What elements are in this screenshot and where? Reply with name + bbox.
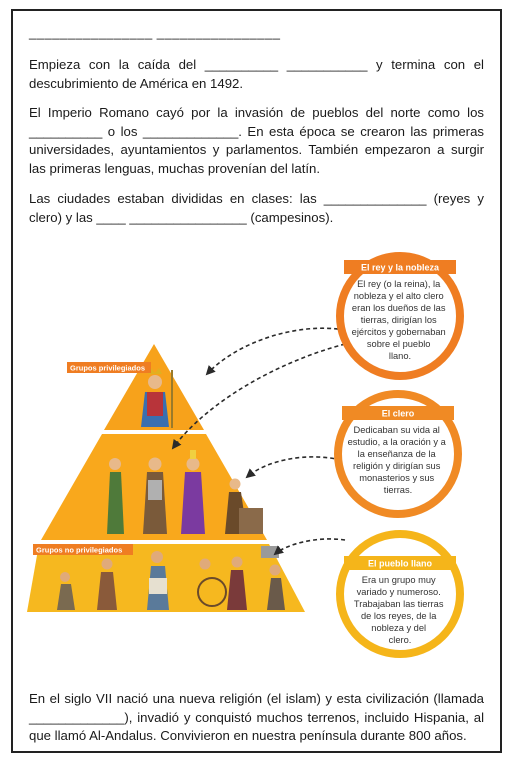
info-circle-king-nobility	[340, 256, 460, 376]
circle-title-clergy: El clero	[381, 408, 415, 419]
circle-title-king-nobility: El rey y la nobleza	[360, 262, 440, 273]
paragraph-roman-empire: El Imperio Romano cayó por la invasión de pueblos del norte como los __________ o los _____________. En esta época se crearon las primeras universidades, ayuntamientos y parlamentos. También empezaron a surgir las primeras lenguas, muchas provenían del latín.	[29, 105, 484, 176]
banner-privileged-label: Grupos privilegiados	[70, 363, 146, 373]
info-circle-clergy	[338, 394, 458, 514]
circle-body-clergy: Dedicaban su vida al estudio, a la oración y a la enseñanza de la religión y dirigían sus monasterios y sus tierras.	[347, 425, 446, 495]
circle-body-common-people: Era un grupo muy variado y numeroso. Trabajaban las tierras de los reyes, de la nobleza y del clero.	[353, 575, 444, 645]
banner-non-privileged	[33, 544, 133, 555]
circle-title-common-people: El pueblo llano	[367, 558, 433, 569]
banner-non-privileged-label: Grupos no privilegiados	[36, 545, 123, 555]
pyramid	[27, 344, 305, 612]
paragraph-intro: Empieza con la caída del __________ ___________ y termina con el descubrimiento de América en 1492.	[29, 57, 484, 91]
circle-body-king-nobility: El rey (o la reina), la nobleza y el alto clero eran los dueños de las tierras, dirigían los ejércitos y gobernaban sobre el pueblo llano.	[351, 279, 446, 361]
paragraph-social-classes: Las ciudades estaban divididas en clases: las ______________ (reyes y clero) y las ____ ________________ (campesinos).	[29, 191, 484, 225]
paragraph-islam: En el siglo VII nació una nueva religión (el islam) y esta civilización (llamada _____________), invadió y conquistó muchos terrenos, incluido Hispania, al que llamó Al-Andalus. Convivieron en nuestra península durante 800 años.	[29, 691, 484, 743]
info-circle-common-people	[340, 534, 460, 654]
feudal-pyramid-figure	[27, 252, 493, 672]
banner-privileged	[67, 362, 151, 373]
worksheet-title-blank: ________________ ________________	[29, 25, 281, 40]
